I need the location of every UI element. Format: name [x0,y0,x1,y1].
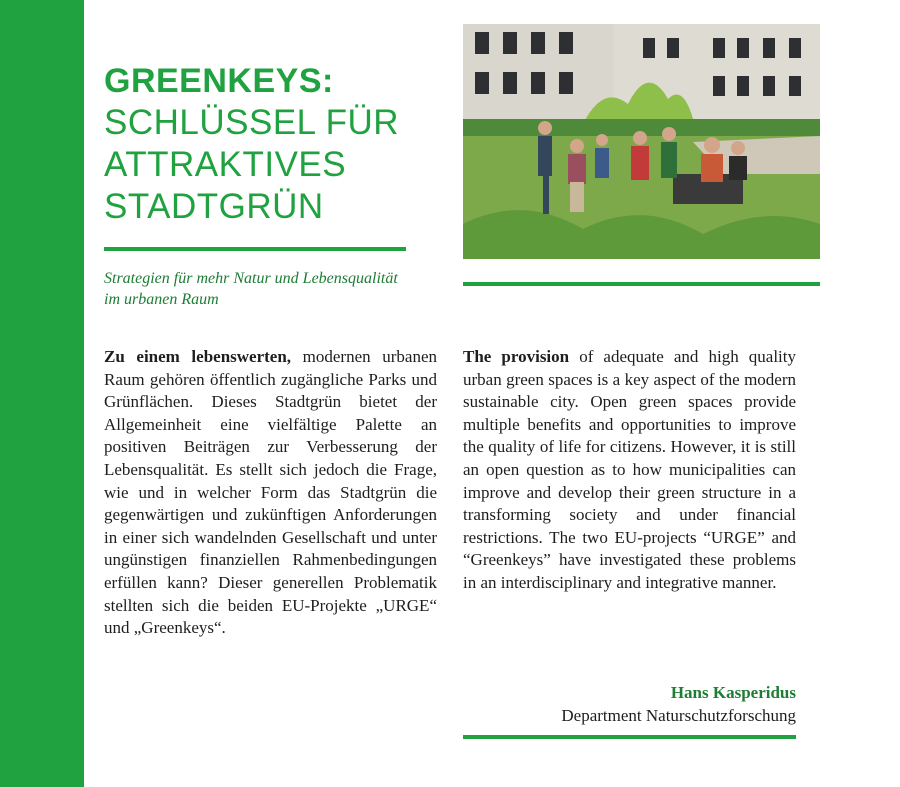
title-line-3: STADTGRÜN [104,187,324,226]
title-bold-line: GREENKEYS: [104,62,334,100]
side-color-bar [0,0,84,787]
german-body: modernen urbanen Raum gehören öffentlich zugängliche Parks und Grünflächen. Dieses Stadtgrün bietet der Allgemeinheit eine vielfältige Palette an positiven Beiträgen zur Verbesserung der Lebensqualität. Es stellt sich jedoch die Frage, wie und in welcher Form das Stadtgrün die gegenwärtigen und zukünftigen Anforderungen in einer sich wandelnden Gesellschaft und unter ungünstigen finanziellen Rahmenbedingungen erfüllen kann? Dieser generellen Problematik stellten sich die beiden EU-Projekte „URGE“ und „Greenkeys“. [104,347,438,638]
german-paragraph [104,346,437,640]
title-line-2: ATTRAKTIVES [104,145,347,184]
signature-underline [463,735,796,739]
english-lead: The provision [463,347,570,366]
english-body: of adequate and high quality urban green spaces is a key aspect of the modern sustainable city. Open green spaces provide multiple benefits and opportunities to improve the quality of life for citizens. However, it is still an open question as to how municipalities can improve and develop their green structure in a transforming society and under financial restrictions. The two EU-projects “URGE” and “Greenkeys” have investigated these problems in an interdisciplinary and integrative manner. [463,347,796,592]
park-photo-illustration [463,24,820,259]
park-photo [463,24,820,259]
subtitle-line-1: Strategien für mehr Natur und Lebensqualität [104,270,398,287]
english-paragraph [463,346,796,595]
author-signature [463,681,796,727]
page-title [104,60,434,228]
subtitle [104,268,454,310]
author-name: Hans Kasperidus [670,683,796,702]
photo-underline [463,282,820,286]
title-underline [104,247,406,251]
title-line-1: SCHLÜSSEL FÜR [104,103,399,142]
subtitle-line-2: im urbanen Raum [104,291,219,308]
german-lead: Zu einem lebenswerten, [104,347,292,366]
author-department: Department Naturschutzforschung [561,706,796,725]
